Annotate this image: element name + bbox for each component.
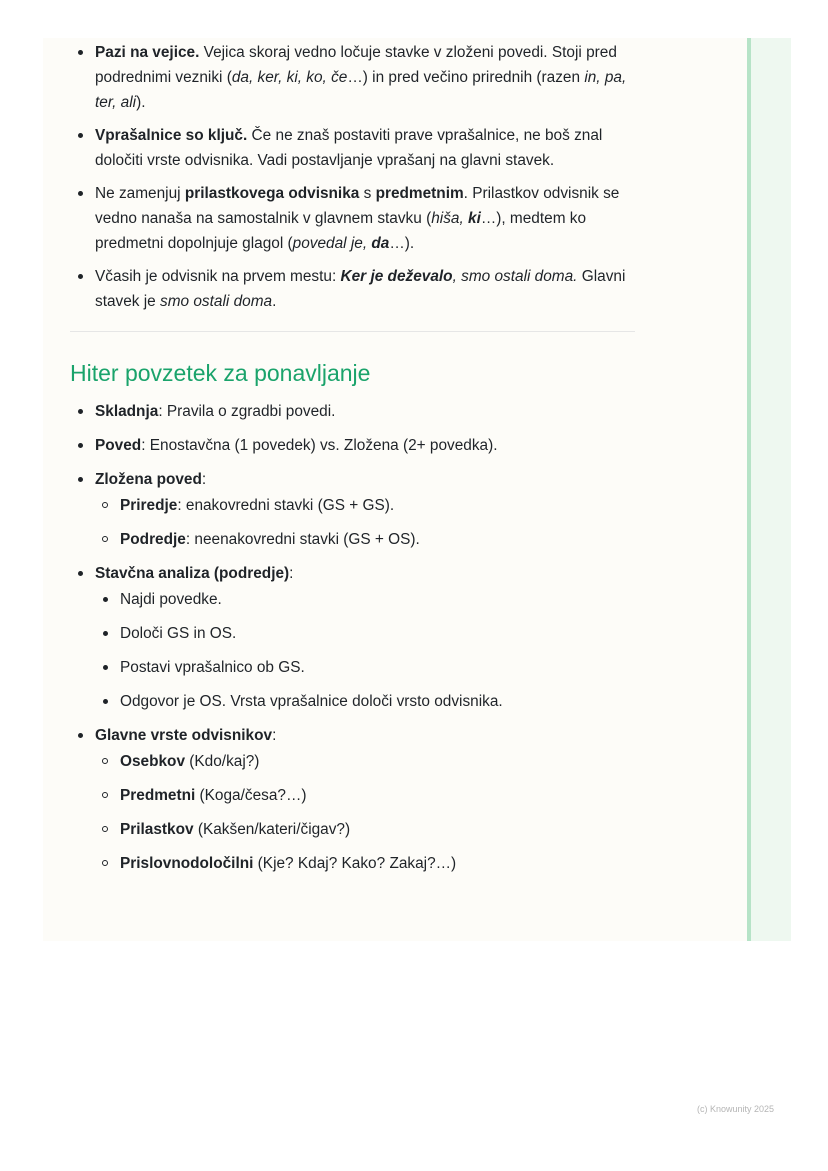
list-item: Osebkov (Kdo/kaj?): [95, 749, 635, 774]
summary-item-poved: Poved: Enostavčna (1 povedek) vs. Zložena (2+ povedka).: [70, 433, 635, 458]
tips-list: [70, 40, 635, 314]
analiza-steps: [95, 587, 635, 714]
list-item: Postavi vprašalnico ob GS.: [95, 655, 635, 680]
summary-item-analiza: Stavčna analiza (podredje): Najdi povedke. Določi GS in OS. Postavi vprašalnico ob GS. Odgovor je OS. Vrsta vprašalnice določi vrsto odvisnika.: [70, 561, 635, 714]
tip-item-commas: Pazi na vejice. Vejica skoraj vedno ločuje stavke v zloženi povedi. Stoji pred podrednimi vezniki (da, ker, ki, ko, če…) in pred večino prirednih (razen in, pa, ter, ali).: [70, 40, 635, 115]
summary-item-skladnja: Skladnja: Pravila o zgradbi povedi.: [70, 399, 635, 424]
tip-item-attributive: Ne zamenjuj prilastkovega odvisnika s predmetnim. Prilastkov odvisnik se vedno nanaša na samostalnik v glavnem stavku (hiša, ki…), medtem ko predmetni dopolnjuje glagol (povedal je, da…).: [70, 181, 635, 256]
list-item: Predmetni (Koga/česa?…): [95, 783, 635, 808]
list-item: Odgovor je OS. Vrsta vprašalnice določi vrsto odvisnika.: [95, 689, 635, 714]
summary-heading: Hiter povzetek za ponavljanje: [70, 360, 371, 386]
summary-item-zlozena: Zložena poved: Priredje: enakovredni stavki (GS + GS). Podredje: neenakovredni stavki (GS + OS).: [70, 467, 635, 552]
list-item: Določi GS in OS.: [95, 621, 635, 646]
side-accent-fill: [751, 38, 791, 941]
vrste-sublist: [95, 749, 635, 876]
list-item: Prislovnodoločilni (Kje? Kdaj? Kako? Zakaj?…): [95, 851, 635, 876]
section-divider: [70, 331, 635, 332]
list-item: Podredje: neenakovredni stavki (GS + OS).: [95, 527, 635, 552]
summary-item-vrste: Glavne vrste odvisnikov: Osebkov (Kdo/kaj?) Predmetni (Koga/česa?…) Prilastkov (Kakšen/kateri/čigav?) Prislovnodoločilni (Kje? Kdaj? Kako? Zakaj?…): [70, 723, 635, 876]
list-item: Priredje: enakovredni stavki (GS + GS).: [95, 493, 635, 518]
document-content: [70, 40, 635, 885]
copyright-footer: (c) Knowunity 2025: [696, 1104, 774, 1114]
tip-item-questions: Vprašalnice so ključ. Če ne znaš postaviti prave vprašalnice, ne boš znal določiti vrste odvisnika. Vadi postavljanje vprašanj na glavni stavek.: [70, 123, 635, 173]
zlozena-sublist: [95, 493, 635, 552]
summary-list: [70, 399, 635, 876]
list-item: Prilastkov (Kakšen/kateri/čigav?): [95, 817, 635, 842]
tip-item-first-position: Včasih je odvisnik na prvem mestu: Ker je deževalo, smo ostali doma. Glavni stavek je smo ostali doma.: [70, 264, 635, 314]
list-item: Najdi povedke.: [95, 587, 635, 612]
